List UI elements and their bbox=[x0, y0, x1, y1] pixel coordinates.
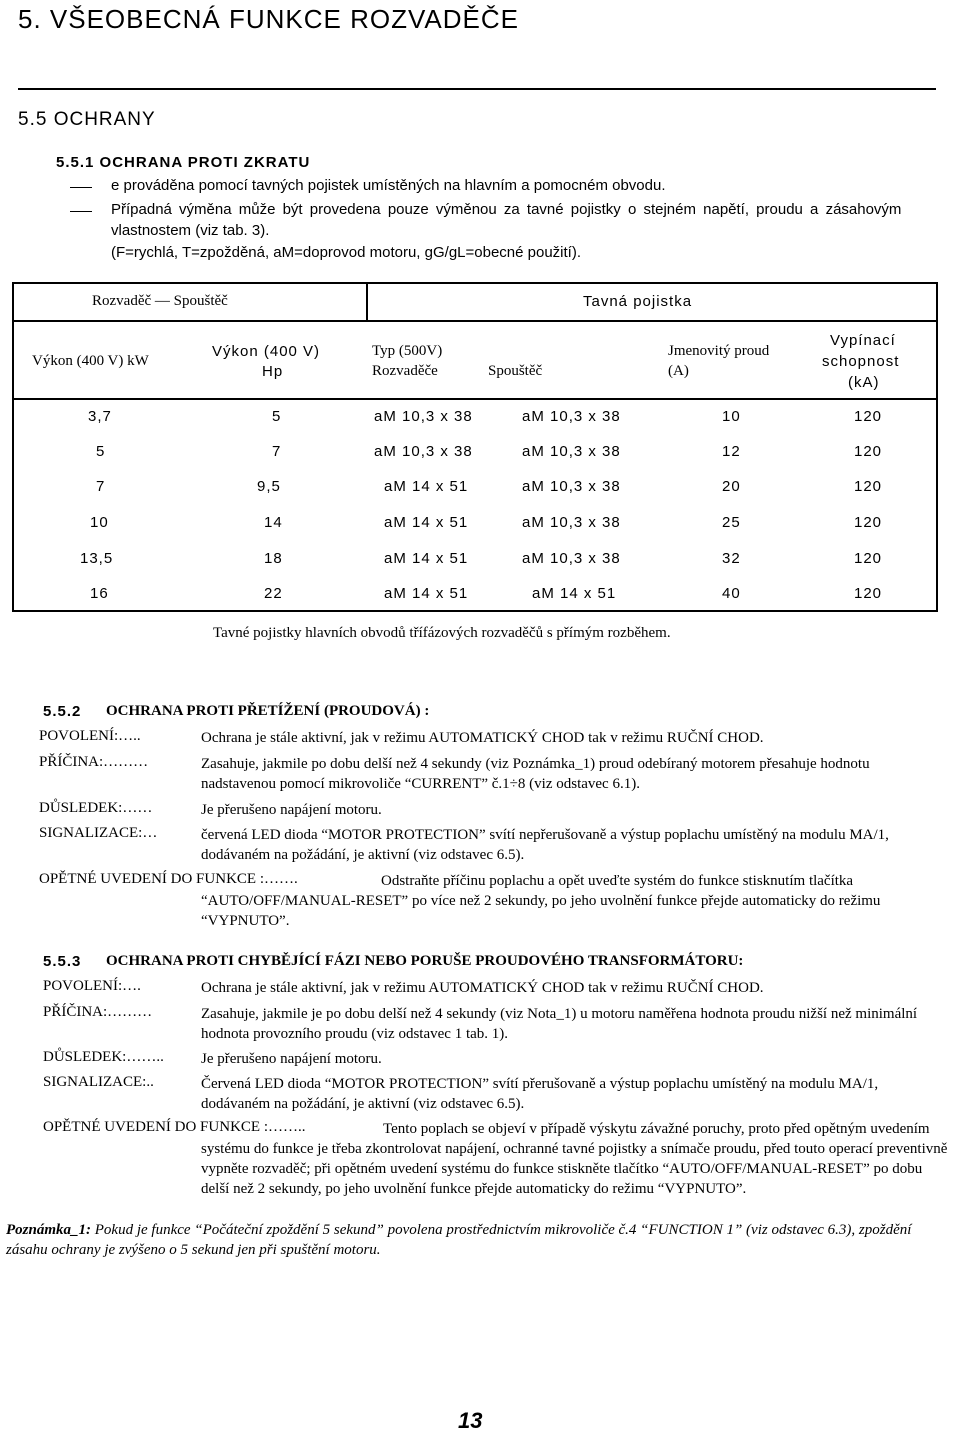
s552-signal-label: SIGNALIZACE:… bbox=[39, 825, 158, 841]
cell-kw: 7 bbox=[96, 478, 106, 495]
cell-spoustec: aM 10,3 x 38 bbox=[522, 550, 621, 567]
s553-obnova-text: Tento poplach se objeví v případě výskytu závažné poruchy, proto před opětným uvedením systému do funkce je třeba zkontrolovat napájení, ochranné tavné pojistky a snímače proudu, před touto operací preventivně vypněte rozvaděč; při opětném uvedení systému do funkce stiskněte tlačítko “AUTO/OFF/MANUAL-RESET” po dobu delší než 2 sekundy, po jeho uvolnění funkce přejde automaticky do režimu “VYPNUTO”. bbox=[201, 1121, 948, 1197]
table-row bbox=[14, 550, 936, 585]
table-line bbox=[12, 320, 938, 322]
cell-typ: aM 10,3 x 38 bbox=[374, 443, 473, 460]
s553-signal-text: Červená LED dioda “MOTOR PROTECTION” svítí přerušovaně a výstup poplachu umístěný na modulu MA/1, dodávaném na požádání, je aktivní (viz odstavec 6.5). bbox=[201, 1076, 879, 1112]
cell-kw: 13,5 bbox=[80, 550, 114, 567]
cell-schopnost: 120 bbox=[854, 408, 883, 425]
s553-pricina-text: Zasahuje, jakmile je po dobu delší než 4 sekundy (viz Nota_1) u motoru naměřena hodnota proudu nižší než minimální hodnota provozního proudu (viz odstavec 1 tab. 1). bbox=[201, 1006, 918, 1042]
header-typ-line1: Typ (500V) bbox=[372, 343, 443, 359]
table-group-left: Rozvaděč — Spouštěč bbox=[92, 293, 228, 309]
cell-typ: aM 14 x 51 bbox=[384, 478, 469, 495]
header-rule bbox=[18, 88, 936, 90]
header-hp-line2: Hp bbox=[262, 363, 284, 380]
table-row bbox=[14, 443, 936, 478]
cell-hp: 18 bbox=[264, 550, 283, 567]
s552-signal-text: červená LED dioda “MOTOR PROTECTION” svítí nepřerušovaně a výstup poplachu umístěný na modulu MA/1, dodávaném na požádání, je aktivní (viz odstavec 6.5). bbox=[201, 827, 889, 863]
header-schopnost-line1: Vypínací bbox=[830, 332, 896, 349]
cell-typ: aM 14 x 51 bbox=[384, 550, 469, 567]
cell-spoustec: aM 10,3 x 38 bbox=[522, 478, 621, 495]
cell-hp: 7 bbox=[272, 443, 282, 460]
s553-dusledek-label: DŮSLEDEK:…….. bbox=[43, 1049, 164, 1065]
table-line bbox=[12, 398, 938, 400]
header-kw: Výkon (400 V) kW bbox=[32, 353, 149, 369]
cell-spoustec: aM 14 x 51 bbox=[532, 585, 617, 602]
cell-typ: aM 14 x 51 bbox=[384, 514, 469, 531]
s551-line3: vlastnostem (viz tab. 3). bbox=[111, 222, 270, 239]
s552-title: OCHRANA PROTI PŘETÍŽENÍ (PROUDOVÁ) : bbox=[106, 703, 430, 719]
s553-signal-label: SIGNALIZACE:.. bbox=[43, 1074, 154, 1090]
table-line bbox=[366, 282, 368, 322]
s553-number: 5.5.3 bbox=[43, 953, 82, 970]
header-schopnost-line2: schopnost bbox=[822, 353, 900, 370]
s552-povoleni-text: Ochrana je stále aktivní, jak v režimu AUTOMATICKÝ CHOD tak v režimu RUČNÍ CHOD. bbox=[201, 730, 764, 746]
cell-proud: 12 bbox=[722, 443, 741, 460]
note-text: Pokud je funkce “Počáteční zpoždění 5 sekund” povolena prostřednictvím mikrovoliče č.4 “FUNCTION 1” (viz odstavec 6.3), zpoždění zásahu ochrany je zvýšeno o 5 sekund jen při spuštění motoru. bbox=[6, 1222, 912, 1258]
cell-hp: 14 bbox=[264, 514, 283, 531]
cell-kw: 16 bbox=[90, 585, 109, 602]
header-hp-line1: Výkon (400 V) bbox=[212, 343, 321, 360]
table-caption: Tavné pojistky hlavních obvodů třífázových rozvaděčů s přímým rozběhem. bbox=[213, 625, 671, 641]
s551-line1: e prováděna pomocí tavných pojistek umístěných na hlavním a pomocném obvodu. bbox=[111, 177, 666, 194]
cell-hp: 5 bbox=[272, 408, 282, 425]
table-group-right: Tavná pojistka bbox=[583, 293, 693, 310]
s552-obnova-label: OPĚTNÉ UVEDENÍ DO FUNKCE :……. bbox=[39, 871, 298, 887]
cell-schopnost: 120 bbox=[854, 443, 883, 460]
cell-typ: aM 10,3 x 38 bbox=[374, 408, 473, 425]
s551-line4: (F=rychlá, T=zpožděná, aM=doprovod motoru, gG/gL=obecné použití). bbox=[111, 244, 581, 261]
s552-obnova-text: Odstraňte příčinu poplachu a opět uveďte systém do funkce stisknutím tlačítka “AUTO/OFF/MANUAL-RESET” po více než 2 sekundy, po jeho uvolnění funkce přejde automaticky do režimu “VYPNUTO”. bbox=[201, 873, 881, 929]
header-spoustec: Spouštěč bbox=[488, 363, 543, 379]
note bbox=[6, 1220, 950, 1260]
s552-dusledek-label: DŮSLEDEK:…… bbox=[39, 800, 153, 816]
cell-kw: 10 bbox=[90, 514, 109, 531]
cell-typ: aM 14 x 51 bbox=[384, 585, 469, 602]
cell-proud: 40 bbox=[722, 585, 741, 602]
bullet-dash bbox=[70, 187, 92, 188]
s553-povoleni-text: Ochrana je stále aktivní, jak v režimu AUTOMATICKÝ CHOD tak v režimu RUČNÍ CHOD. bbox=[201, 980, 764, 996]
s553-povoleni-label: POVOLENÍ:…. bbox=[43, 978, 141, 994]
s552-pricina-label: PŘÍČINA:……… bbox=[39, 754, 149, 770]
s552-pricina-text: Zasahuje, jakmile po dobu delší než 4 sekundy (viz Poznámka_1) proud odebíraný motorem přesahuje hodnotu nadstavenou pomocí mikrovoliče “CURRENT” č.1÷8 (viz odstavec 6.1). bbox=[201, 756, 870, 792]
s552-povoleni-label: POVOLENÍ:….. bbox=[39, 728, 141, 744]
cell-proud: 32 bbox=[722, 550, 741, 567]
cell-spoustec: aM 10,3 x 38 bbox=[522, 443, 621, 460]
cell-schopnost: 120 bbox=[854, 550, 883, 567]
cell-kw: 5 bbox=[96, 443, 106, 460]
s553-dusledek-text: Je přerušeno napájení motoru. bbox=[201, 1051, 382, 1067]
cell-spoustec: aM 10,3 x 38 bbox=[522, 514, 621, 531]
s553-obnova-label: OPĚTNÉ UVEDENÍ DO FUNKCE :…….. bbox=[43, 1119, 306, 1135]
s552-number: 5.5.2 bbox=[43, 703, 82, 720]
section-title: 5. VŠEOBECNÁ FUNKCE ROZVADĚČE bbox=[18, 4, 519, 34]
table-row bbox=[14, 478, 936, 513]
table-row bbox=[14, 585, 936, 620]
header-typ-line2: Rozvaděče bbox=[372, 363, 438, 379]
cell-schopnost: 120 bbox=[854, 478, 883, 495]
cell-spoustec: aM 10,3 x 38 bbox=[522, 408, 621, 425]
subsection-title: 5.5 OCHRANY bbox=[18, 109, 156, 130]
cell-schopnost: 120 bbox=[854, 585, 883, 602]
s551-line2: Případná výměna může být provedena pouze výměnou za tavné pojistky o stejném napětí, proudu a zásahovým bbox=[111, 201, 902, 218]
s553-title: OCHRANA PROTI CHYBĚJÍCÍ FÁZI NEBO PORUŠE PROUDOVÉHO TRANSFORMÁTORU: bbox=[106, 953, 744, 969]
s551-title: 5.5.1 OCHRANA PROTI ZKRATU bbox=[56, 154, 311, 171]
cell-proud: 25 bbox=[722, 514, 741, 531]
header-proud-line2: (A) bbox=[668, 363, 689, 379]
cell-hp: 22 bbox=[264, 585, 283, 602]
note-label: Poznámka_1: bbox=[6, 1222, 92, 1238]
cell-proud: 20 bbox=[722, 478, 741, 495]
page-number: 13 bbox=[458, 1408, 483, 1433]
cell-schopnost: 120 bbox=[854, 514, 883, 531]
s552-dusledek-text: Je přerušeno napájení motoru. bbox=[201, 802, 382, 818]
header-schopnost-line3: (kA) bbox=[848, 374, 880, 391]
cell-hp: 9,5 bbox=[257, 478, 281, 495]
cell-kw: 3,7 bbox=[88, 408, 112, 425]
header-proud-line1: Jmenovitý proud bbox=[668, 343, 770, 359]
table-row bbox=[14, 408, 936, 443]
table-row bbox=[14, 514, 936, 549]
bullet-dash bbox=[70, 211, 92, 212]
s553-pricina-label: PŘÍČINA:……… bbox=[43, 1004, 153, 1020]
cell-proud: 10 bbox=[722, 408, 741, 425]
